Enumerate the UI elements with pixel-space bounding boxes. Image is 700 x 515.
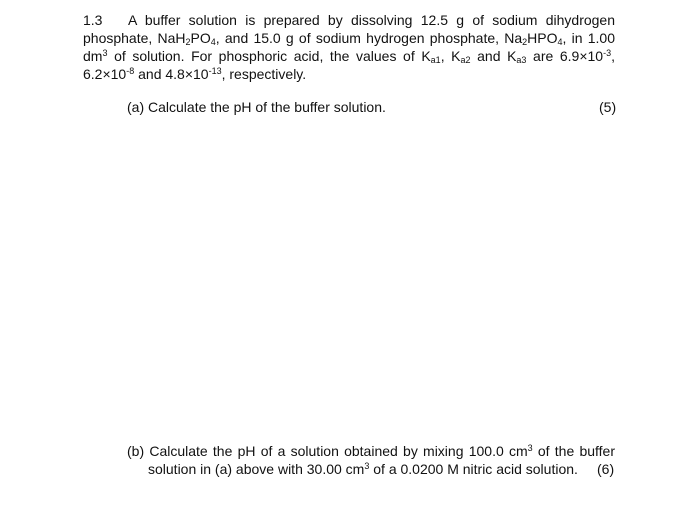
part-b-line	[127, 442, 615, 460]
superscript: 3	[364, 461, 370, 471]
part-a-text: (a) Calculate the pH of the buffer solution.	[127, 99, 386, 115]
subscript: 2	[185, 37, 191, 47]
text-segment: ,	[611, 48, 615, 64]
subscript: 4	[210, 37, 216, 47]
text-segment: of a 0.0200 M nitric acid solution.	[369, 461, 578, 477]
text-segment: solution in (a) above with 30.00 cm	[148, 461, 365, 477]
question-intro-line	[83, 65, 306, 83]
question-intro-line	[128, 11, 615, 29]
text-segment: phosphate, NaH	[83, 30, 186, 46]
subscript: a1	[430, 55, 441, 65]
superscript: -13	[208, 66, 222, 76]
text-segment: PO	[190, 30, 211, 46]
text-segment: , K	[440, 48, 461, 64]
superscript: -8	[126, 66, 135, 76]
text-segment: are 6.9×10	[526, 48, 604, 64]
superscript: 3	[102, 48, 108, 58]
superscript: 3	[527, 443, 533, 453]
text-segment: and 4.8×10	[134, 66, 209, 82]
subscript: 4	[557, 37, 563, 47]
subscript: a2	[460, 55, 471, 65]
subscript: 2	[522, 37, 528, 47]
question-intro-line	[83, 47, 615, 65]
text-segment: 6.2×10	[83, 66, 127, 82]
text-segment: of the buffer	[532, 443, 616, 459]
text-segment: , in 1.00	[562, 30, 615, 46]
part-b-marks: (6)	[597, 461, 615, 477]
text-segment: , and 15.0 g of sodium hydrogen phosphate, Na	[215, 30, 523, 46]
part-a-marks: (5)	[599, 99, 617, 115]
text-segment: , respectively.	[221, 66, 307, 82]
text-segment: dm	[83, 48, 103, 64]
text-segment: HPO	[527, 30, 558, 46]
subscript: a3	[516, 55, 527, 65]
text-segment: of solution. For phosphoric acid, the values of K	[107, 48, 431, 64]
question-number: 1.3	[83, 12, 103, 28]
question-intro-line	[83, 29, 615, 47]
text-segment: (b) Calculate the pH of a solution obtained by mixing 100.0 cm	[127, 443, 528, 459]
superscript: -3	[603, 48, 612, 58]
text-segment: and K	[470, 48, 517, 64]
text-segment: A buffer solution is prepared by dissolving 12.5 g of sodium dihydrogen	[128, 12, 615, 28]
part-b-line	[148, 460, 578, 478]
